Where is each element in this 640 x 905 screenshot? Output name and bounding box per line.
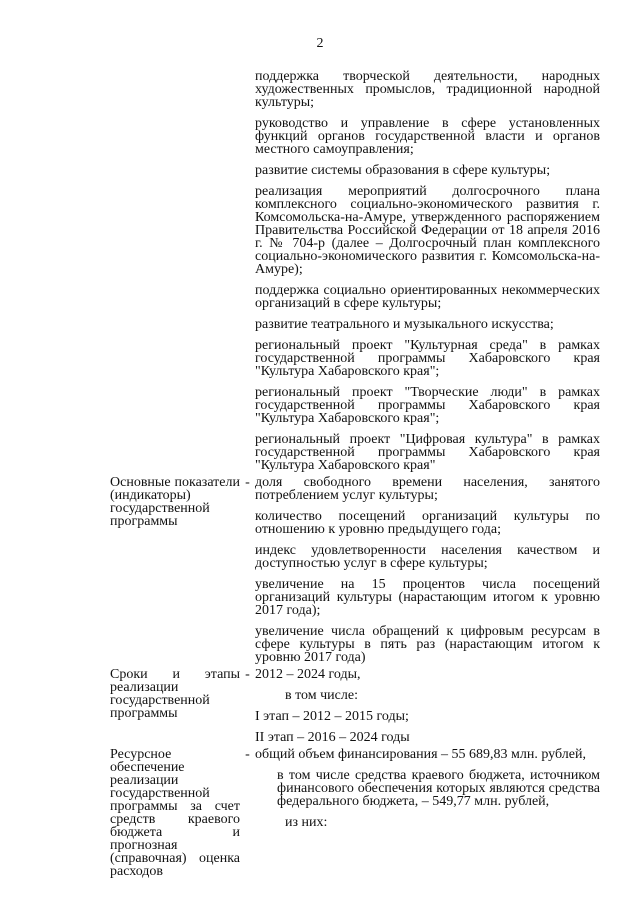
paragraph: в том числе средства краевого бюджета, источником финансового обеспечения которых являются средства федерального бюджета, – 549,77 млн. рублей, [277,768,600,809]
paragraph: поддержка творческой деятельности, народных художественных промыслов, традиционной народной культуры; [255,69,600,110]
section-indicators [110,476,610,664]
paragraph: индекс удовлетворенности населения качеством и доступностью услуг в сфере культуры; [255,543,600,571]
paragraph: реализация мероприятий долгосрочного плана комплексного социально-экономического развития г. Комсомольска-на-Амуре, утвержденного распоряжением Правительства Российской Федерации от 18 апреля 2016 г. № 704-р (далее – Долгосрочный план комплексного социально-экономического развития г. Комсомольска-на-Амуре); [255,184,600,277]
section-content [255,476,600,664]
paragraph: общий объем финансирования – 55 689,83 млн. рублей, [255,747,586,762]
paragraph: I этап – 2012 – 2015 годы; [255,709,409,724]
section-dash [240,70,255,472]
paragraph: доля свободного времени населения, занятого потреблением услуг культуры; [255,475,600,503]
section-label: Основные показатели (индикаторы) государственной программы [110,475,240,529]
paragraph: развитие системы образования в сфере культуры; [255,163,551,178]
paragraph: региональный проект "Культурная среда" в рамках государственной программы Хабаровского края "Культура Хабаровского края"; [255,338,600,379]
section-label: Ресурсное обеспечение реализации государственной программы за счет средств краевого бюджета и прогнозная (справочная) оценка расходов [110,747,240,879]
program-passport-table [110,70,610,878]
section-dash: - [245,475,250,490]
paragraph: из них: [285,815,328,830]
paragraph: развитие театрального и музыкального искусства; [255,317,554,332]
section-content [255,748,600,878]
paragraph: региональный проект "Творческие люди" в рамках государственной программы Хабаровского края "Культура Хабаровского края"; [255,385,600,426]
section-label: Сроки и этапы реализации государственной программы [110,667,240,721]
paragraph: руководство и управление в сфере установленных функций органов государственной власти и органов местного самоуправления; [255,116,600,157]
paragraph: количество посещений организаций культуры по отношению к уровню предыдущего года; [255,509,600,537]
section-label [110,70,240,472]
paragraph: II этап – 2016 – 2024 годы [255,730,410,745]
section-funding [110,748,610,878]
page-number: 2 [316,36,324,51]
section-activities [110,70,610,472]
section-timeline [110,668,610,744]
paragraph: увеличение на 15 процентов числа посещений организаций культуры (нарастающим итогом к уровню 2017 года); [255,577,600,618]
section-content [255,668,600,744]
section-dash: - [245,747,250,762]
paragraph: региональный проект "Цифровая культура" в рамках государственной программы Хабаровского края "Культура Хабаровского края" [255,432,600,473]
section-dash: - [245,667,250,682]
paragraph: увеличение числа обращений к цифровым ресурсам в сфере культуры в пять раз (нарастающим итогом к уровню 2017 года) [255,624,600,665]
section-content [255,70,600,472]
paragraph: в том числе: [285,688,358,703]
paragraph: 2012 – 2024 годы, [255,667,361,682]
paragraph: поддержка социально ориентированных некоммерческих организаций в сфере культуры; [255,283,600,311]
